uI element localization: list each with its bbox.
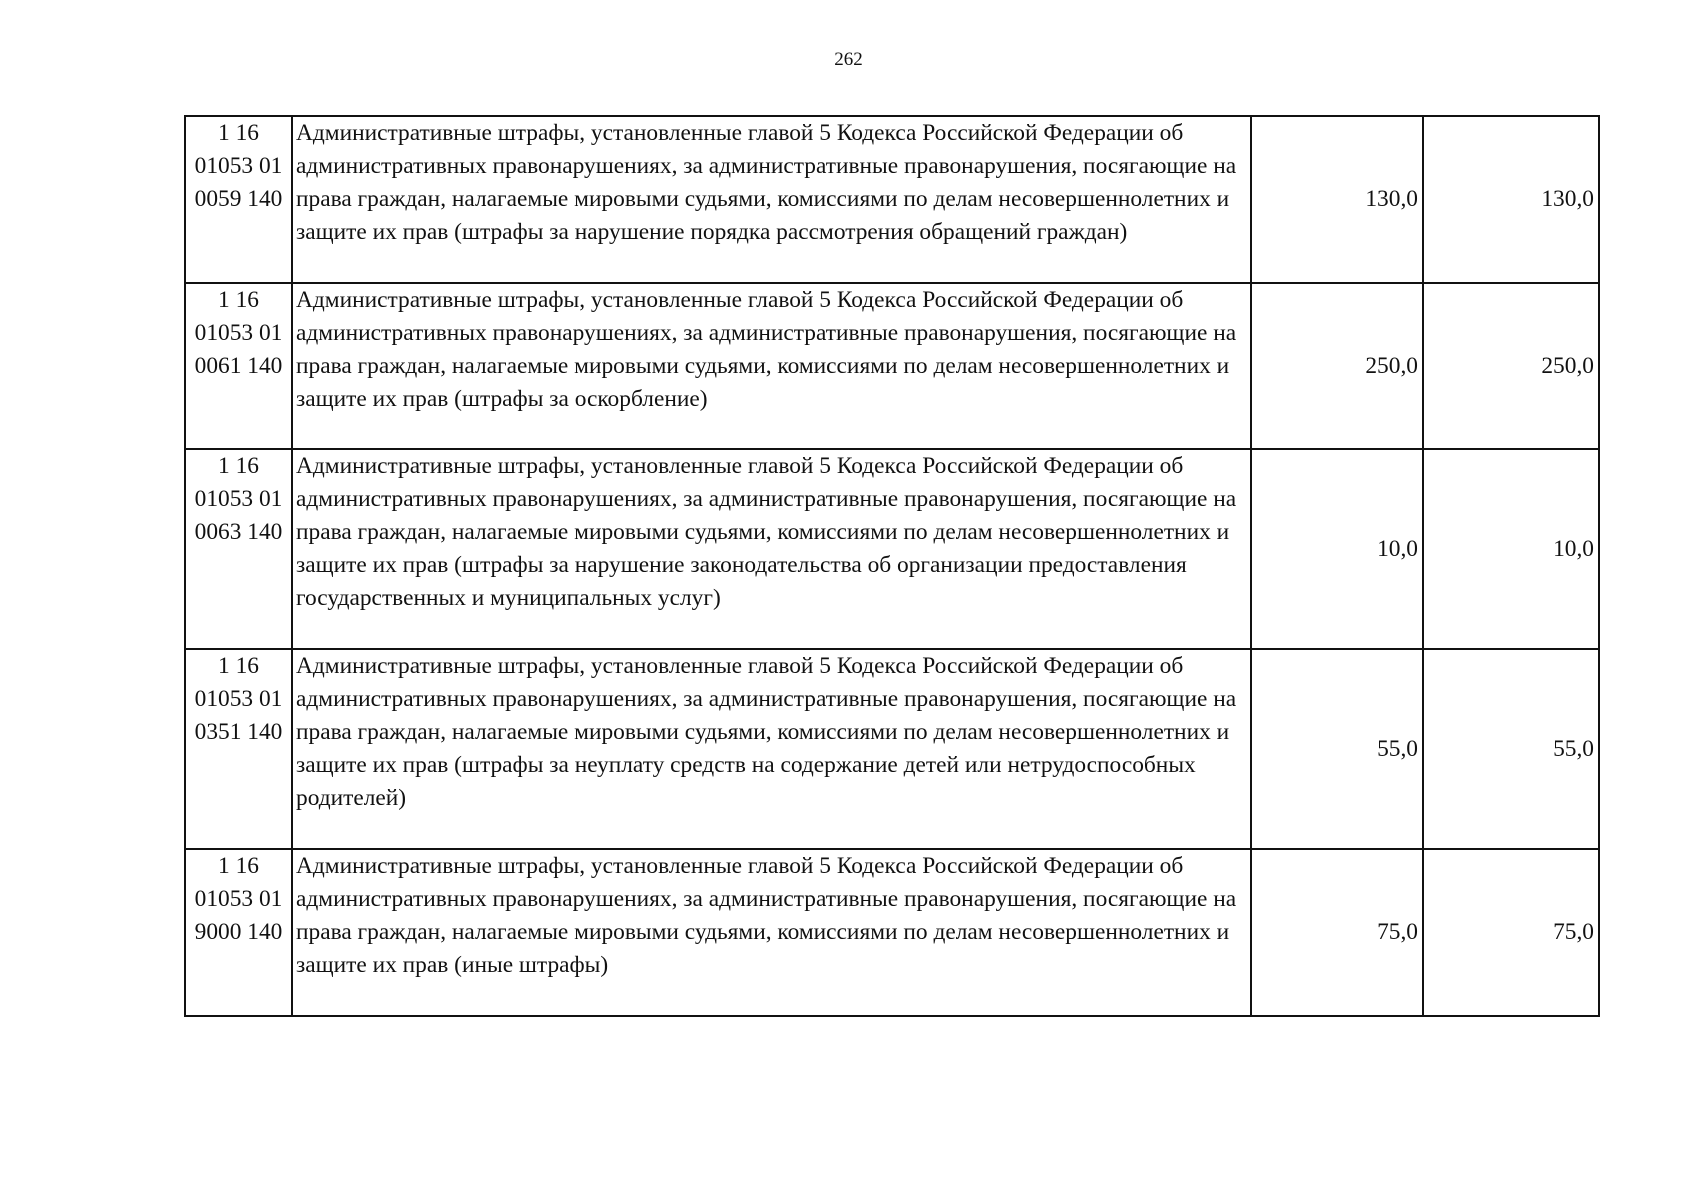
code-line: 0351 140 bbox=[194, 719, 283, 745]
description-cell: Административные штрафы, установленные главой 5 Кодекса Российской Федерации об административных правонарушениях, за административные правонарушения, посягающие на права граждан, налагаемые мировыми судьями, комиссиями по делам несовершеннолетних и защите их прав (штрафы за нарушение законодательства об организации предоставления государственных и муниципальных услуг) bbox=[292, 449, 1251, 649]
code-line: 1 16 bbox=[218, 287, 259, 313]
value-cell-2: 10,0 bbox=[1423, 449, 1599, 649]
code-cell bbox=[185, 283, 292, 449]
value-cell-1: 10,0 bbox=[1251, 449, 1423, 649]
code-line: 01053 01 bbox=[194, 153, 283, 179]
value-cell-1: 130,0 bbox=[1251, 116, 1423, 283]
table-row bbox=[185, 449, 1599, 649]
table-row bbox=[185, 849, 1599, 1016]
table-row bbox=[185, 283, 1599, 449]
code-line: 01053 01 bbox=[194, 886, 283, 912]
value-cell-2: 75,0 bbox=[1423, 849, 1599, 1016]
description-cell: Административные штрафы, установленные главой 5 Кодекса Российской Федерации об административных правонарушениях, за административные правонарушения, посягающие на права граждан, налагаемые мировыми судьями, комиссиями по делам несовершеннолетних и защите их прав (иные штрафы) bbox=[292, 849, 1251, 1016]
code-line: 0061 140 bbox=[194, 353, 283, 379]
value-cell-2: 130,0 bbox=[1423, 116, 1599, 283]
budget-table bbox=[184, 115, 1600, 1017]
description-cell: Административные штрафы, установленные главой 5 Кодекса Российской Федерации об административных правонарушениях, за административные правонарушения, посягающие на права граждан, налагаемые мировыми судьями, комиссиями по делам несовершеннолетних и защите их прав (штрафы за оскорбление) bbox=[292, 283, 1251, 449]
code-cell bbox=[185, 116, 292, 283]
code-line: 1 16 bbox=[218, 453, 259, 479]
code-line: 01053 01 bbox=[194, 320, 283, 346]
table-row bbox=[185, 649, 1599, 849]
value-cell-1: 250,0 bbox=[1251, 283, 1423, 449]
page-number: 262 bbox=[834, 49, 863, 70]
code-line: 0063 140 bbox=[194, 519, 283, 545]
code-cell bbox=[185, 449, 292, 649]
value-cell-1: 75,0 bbox=[1251, 849, 1423, 1016]
description-cell: Административные штрафы, установленные главой 5 Кодекса Российской Федерации об административных правонарушениях, за административные правонарушения, посягающие на права граждан, налагаемые мировыми судьями, комиссиями по делам несовершеннолетних и защите их прав (штрафы за неуплату средств на содержание детей или нетрудоспособных родителей) bbox=[292, 649, 1251, 849]
code-line: 01053 01 bbox=[194, 486, 283, 512]
code-line: 0059 140 bbox=[194, 186, 283, 212]
code-cell bbox=[185, 649, 292, 849]
table-row bbox=[185, 116, 1599, 283]
description-cell: Административные штрафы, установленные главой 5 Кодекса Российской Федерации об административных правонарушениях, за административные правонарушения, посягающие на права граждан, налагаемые мировыми судьями, комиссиями по делам несовершеннолетних и защите их прав (штрафы за нарушение порядка рассмотрения обращений граждан) bbox=[292, 116, 1251, 283]
value-cell-2: 250,0 bbox=[1423, 283, 1599, 449]
value-cell-2: 55,0 bbox=[1423, 649, 1599, 849]
code-cell bbox=[185, 849, 292, 1016]
code-line: 9000 140 bbox=[194, 919, 283, 945]
code-line: 1 16 bbox=[218, 653, 259, 679]
code-line: 1 16 bbox=[218, 120, 259, 146]
code-line: 01053 01 bbox=[194, 686, 283, 712]
code-line: 1 16 bbox=[218, 853, 259, 879]
value-cell-1: 55,0 bbox=[1251, 649, 1423, 849]
